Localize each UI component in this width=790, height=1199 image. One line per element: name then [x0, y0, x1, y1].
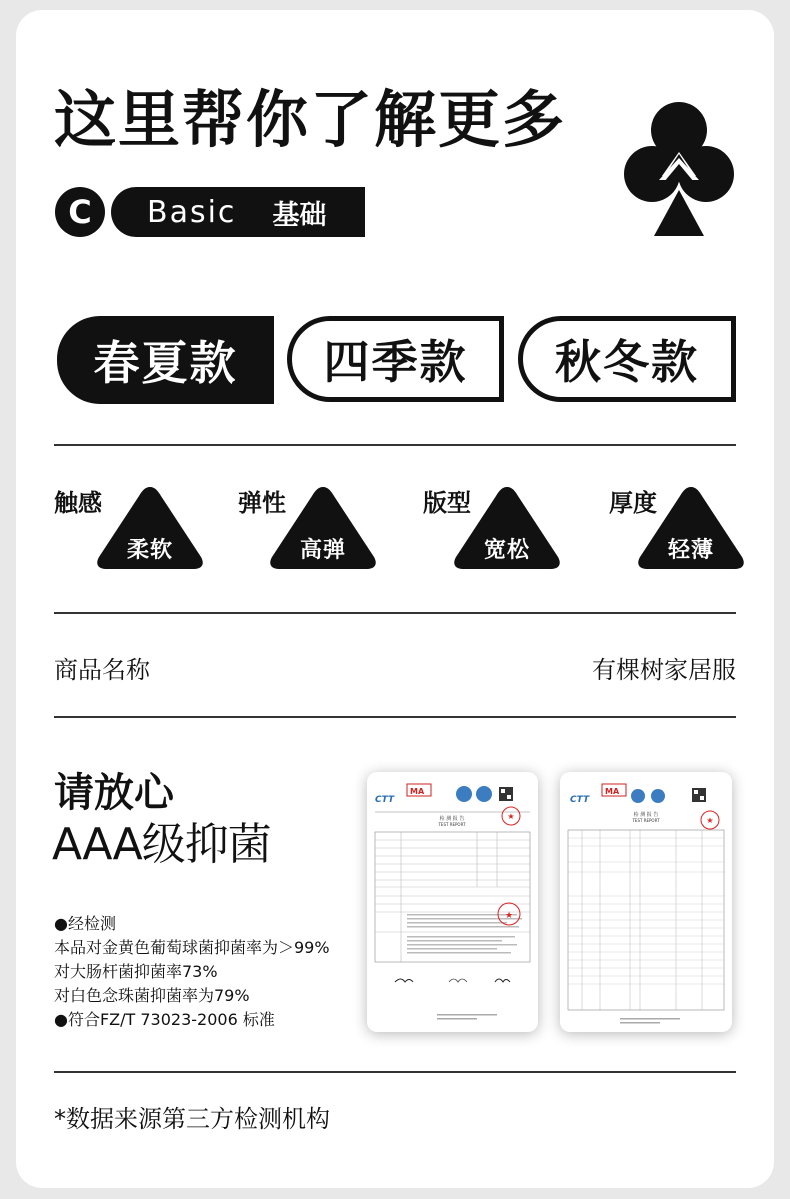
divider	[54, 444, 736, 446]
divider	[54, 612, 736, 614]
attribute-value-thickness: 轻薄	[667, 538, 714, 563]
svg-text:MA: MA	[410, 787, 425, 796]
svg-text:★: ★	[706, 816, 714, 825]
svg-text:CTT: CTT	[570, 795, 590, 805]
category-letter-badge: C	[55, 187, 105, 237]
attribute-value-elasticity: 高弹	[299, 538, 346, 563]
product-name-label: 商品名称	[54, 656, 150, 684]
test-result-item: ●符合FZ/T 73023-2006 标准	[54, 1010, 275, 1029]
report-title: 检 测 报 告	[439, 816, 465, 822]
antibacterial-grade-heading: AAA级抑菌	[52, 819, 271, 870]
season-tab-autumn-winter[interactable]: 秋冬款	[518, 316, 736, 402]
attribute-label-elasticity: 弹性	[238, 489, 286, 517]
page-title: 这里帮你了解更多	[54, 83, 567, 156]
attribute-label-thickness: 厚度	[609, 489, 657, 517]
report-title: 检 测 报 告	[633, 812, 659, 818]
reassurance-heading: 请放心	[54, 770, 174, 816]
test-results-list	[54, 912, 330, 1032]
category-name-zh: 基础	[272, 199, 327, 231]
season-tab-spring-summer[interactable]: 春夏款	[57, 316, 274, 404]
test-report-image-1	[367, 772, 538, 1032]
report-page-graphic	[560, 772, 732, 1032]
report-subtitle: TEST REPORT	[438, 822, 466, 827]
attribute-badge-fit	[452, 485, 562, 571]
attribute-value-touch: 柔软	[126, 538, 173, 563]
category-name-en: Basic	[147, 194, 237, 230]
club-suit-icon	[622, 100, 736, 238]
attribute-label-fit: 版型	[423, 489, 471, 517]
product-name-value: 有棵树家居服	[592, 656, 736, 684]
test-result-item: 对白色念珠菌抑菌率为79%	[54, 986, 250, 1005]
attribute-badge-elasticity	[268, 485, 378, 571]
season-tab-all-season[interactable]: 四季款	[287, 316, 504, 402]
test-report-image-2	[560, 772, 732, 1032]
report-page-graphic	[367, 772, 538, 1032]
data-source-footnote: *数据来源第三方检测机构	[54, 1105, 330, 1133]
attribute-badge-thickness	[636, 485, 746, 571]
divider	[54, 716, 736, 718]
divider	[54, 1071, 736, 1073]
report-subtitle: TEST REPORT	[632, 818, 660, 823]
test-result-item: ●经检测	[54, 914, 116, 933]
svg-text:MA: MA	[605, 787, 620, 796]
svg-text:★: ★	[504, 911, 514, 921]
attribute-badge-touch	[95, 485, 205, 571]
svg-text:CTT: CTT	[375, 795, 395, 805]
category-pill	[111, 187, 365, 237]
attribute-label-touch: 触感	[54, 489, 102, 517]
svg-text:★: ★	[507, 812, 515, 821]
test-result-item: 本品对金黄色葡萄球菌抑菌率为＞99%	[54, 938, 330, 957]
attribute-value-fit: 宽松	[483, 538, 530, 563]
test-result-item: 对大肠杆菌抑菌率73%	[54, 962, 218, 981]
